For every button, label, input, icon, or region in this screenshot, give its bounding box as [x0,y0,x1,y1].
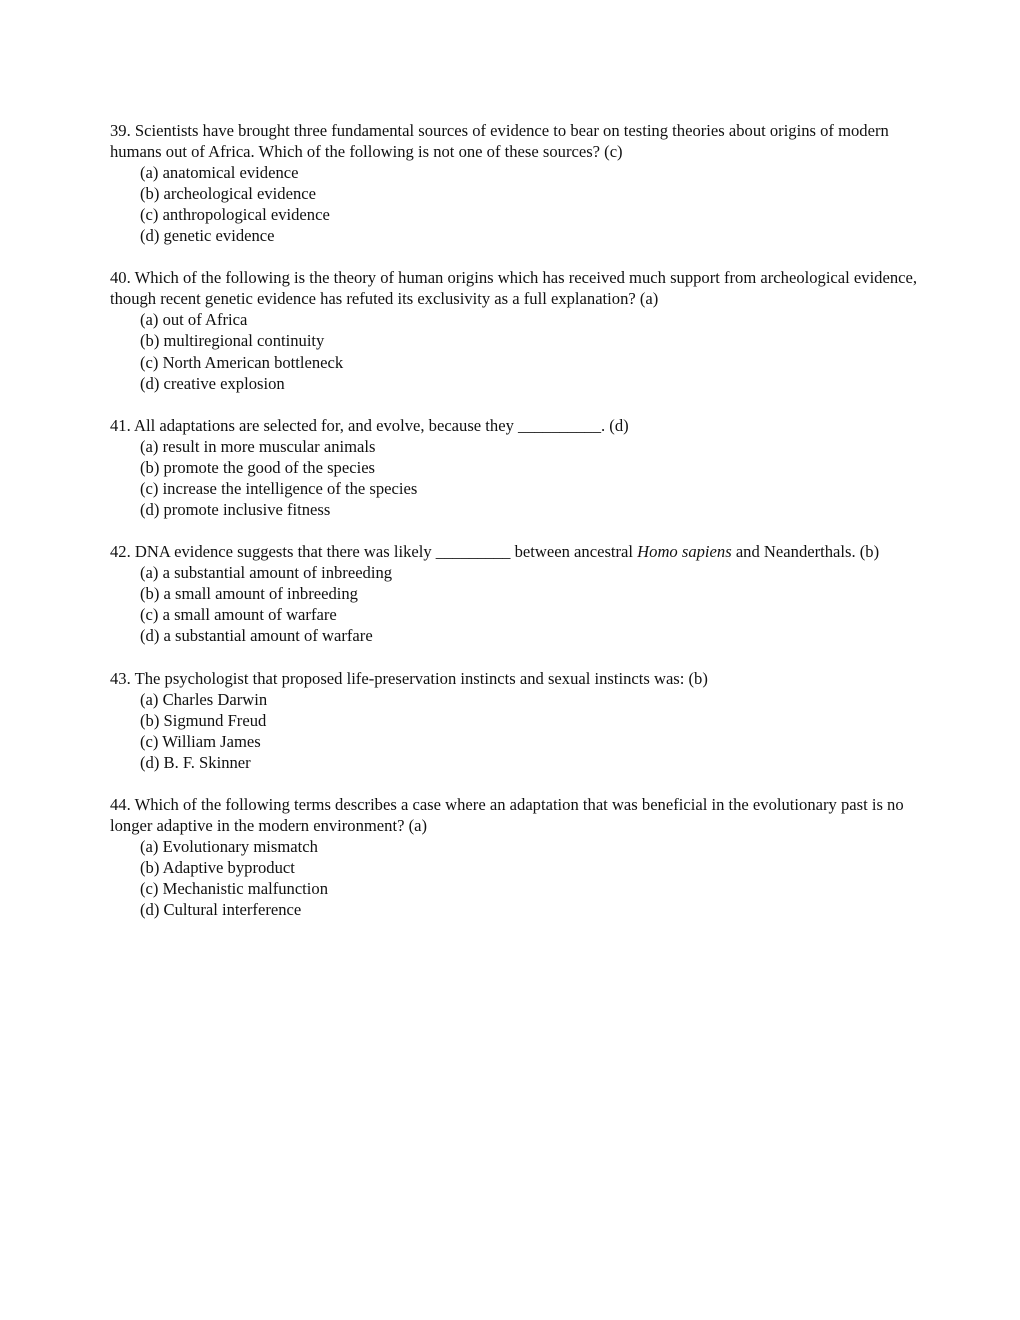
option-d: (d) B. F. Skinner [140,752,251,772]
question-stem: 44. Which of the following terms describes a case where an adaptation that was beneficial in the evolutionary past is no longer adaptive in the modern environment? (a) [110,794,904,835]
option-a: (a) Charles Darwin [140,689,268,709]
question-40 [110,267,920,393]
option-list [110,162,920,246]
option-d: (d) genetic evidence [140,226,275,246]
question-41 [110,415,920,520]
question-stem: 39. Scientists have brought three fundamental sources of evidence to bear on testing theories about origins of modern humans out of Africa. Which of the following is not one of these sources? (c) [110,121,889,161]
option-list [110,689,920,773]
question-42 [110,541,920,646]
option-list [110,309,920,393]
option-d: (d) Cultural interference [140,900,302,920]
option-list [110,562,920,646]
option-c: (c) anthropological evidence [140,205,330,225]
option-c: (c) North American bottleneck [140,352,344,372]
option-d: (d) a substantial amount of warfare [140,626,373,646]
option-a: (a) Evolutionary mismatch [140,836,318,856]
stem-text-before: 42. DNA evidence suggests that there was likely _________ between ancestral [110,542,638,562]
question-stem: 40. Which of the following is the theory of human origins which has received much support from archeological evidence, though recent genetic evidence has refuted its exclusivity as a full explanation? (a) [110,268,918,309]
option-b: (b) Sigmund Freud [140,710,267,730]
question-stem [110,541,920,562]
option-c: (c) Mechanistic malfunction [140,879,328,899]
option-list [110,836,920,920]
option-b: (b) Adaptive byproduct [140,857,295,877]
option-d: (d) promote inclusive fitness [140,500,331,520]
question-39 [110,120,920,246]
stem-text-after: and Neanderthals. (b) [731,542,880,562]
option-b: (b) archeological evidence [140,184,316,204]
option-c: (c) William James [140,731,261,751]
option-a: (a) out of Africa [140,310,248,330]
document-page [110,120,920,941]
question-stem: 41. All adaptations are selected for, and evolve, because they __________. (d) [110,415,629,435]
option-a: (a) anatomical evidence [140,163,299,182]
option-d: (d) creative explosion [140,373,285,393]
question-43 [110,668,920,773]
option-a: (a) a substantial amount of inbreeding [140,563,393,583]
option-list [110,436,920,520]
option-b: (b) promote the good of the species [140,457,376,477]
option-c: (c) increase the intelligence of the species [140,478,418,498]
option-a: (a) result in more muscular animals [140,436,376,456]
species-name-italic: Homo sapiens [637,542,732,562]
option-b: (b) a small amount of inbreeding [140,584,358,604]
question-44 [110,794,920,920]
option-c: (c) a small amount of warfare [140,605,337,625]
option-b: (b) multiregional continuity [140,331,325,351]
question-stem: 43. The psychologist that proposed life-preservation instincts and sexual instincts was: (b) [110,668,708,688]
